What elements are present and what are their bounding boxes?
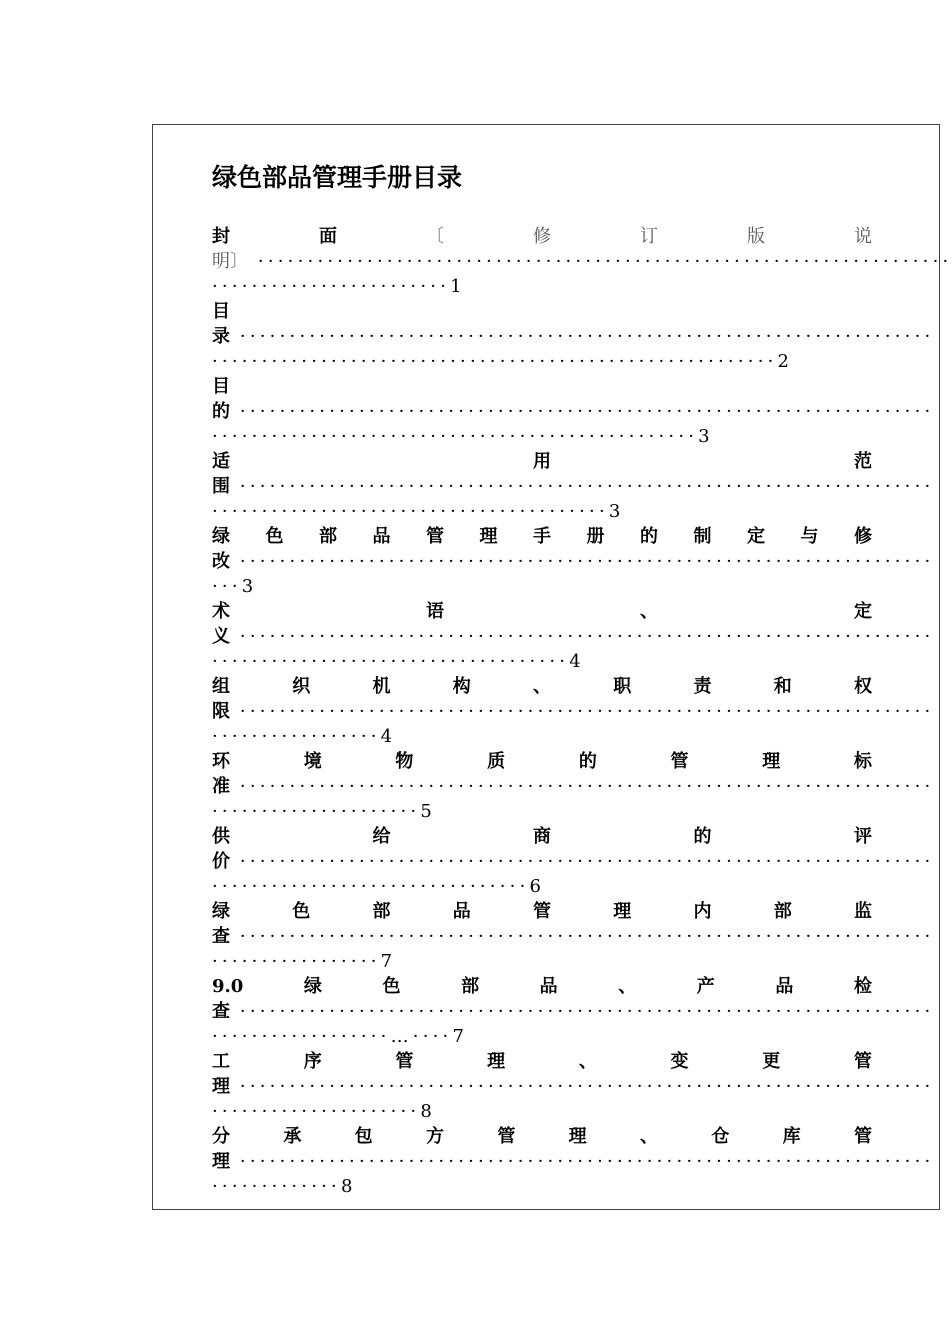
toc-heading-char: 定 (747, 526, 765, 547)
toc-entry[interactable] (212, 449, 935, 524)
dot-leader: ··················…···· (212, 1026, 453, 1047)
toc-entry-leader-line (212, 849, 935, 874)
toc-heading-char: 标 (853, 751, 872, 772)
toc-heading-char: 部 (773, 901, 792, 922)
toc-heading-char: 定 (854, 601, 872, 622)
dot-leader: ····················· (212, 1101, 421, 1122)
toc-heading-char: 制 (693, 526, 712, 547)
toc-heading-char: 的 (578, 751, 597, 772)
toc-entry-page-line (212, 724, 872, 749)
toc-heading-char: 〔 (426, 226, 444, 247)
toc-heading-char: 订 (640, 226, 658, 247)
toc-entry-heading (212, 1124, 872, 1149)
dot-leader: ················· (212, 951, 381, 972)
toc-entry[interactable] (212, 899, 935, 974)
toc-entry-leader-line (212, 249, 952, 274)
toc-heading-char: 供 (212, 826, 230, 847)
toc-heading-char: 语 (426, 601, 444, 622)
toc-entry[interactable] (212, 299, 935, 374)
toc-heading-char: 理 (487, 1051, 506, 1072)
toc-entry[interactable] (212, 674, 935, 749)
toc-heading-char: 说 (854, 226, 872, 247)
toc-heading-char: 的 (693, 826, 712, 847)
toc-heading-char: 责 (693, 676, 712, 697)
toc-heading-char: 手 (533, 526, 551, 547)
toc-heading-char: 织 (292, 676, 311, 697)
toc-heading-char: 用 (533, 451, 551, 472)
toc-entry-page-line (212, 1174, 872, 1199)
toc-entry-leader-line (212, 549, 935, 574)
toc-entry-leader-line (212, 1074, 935, 1099)
toc-entry-heading (212, 674, 872, 699)
dot-leader: ···································· (212, 651, 570, 672)
toc-heading-char: 、 (578, 1051, 597, 1072)
page-number: 4 (380, 726, 393, 747)
toc-heading-char: 绿 (303, 976, 322, 997)
toc-entry-page-line (212, 949, 872, 974)
dot-leader: ······································································ (230, 1076, 935, 1097)
toc-heading-char: 品 (775, 976, 794, 997)
toc-heading-char: 适 (212, 451, 230, 472)
toc-entry-page-line (212, 1024, 872, 1049)
page-number: 1 (450, 276, 462, 297)
toc-heading-char: 部 (372, 901, 391, 922)
toc-entry-leader-line (212, 1149, 935, 1174)
toc-entry-heading (212, 974, 872, 999)
dot-leader: ······································································ (248, 251, 952, 272)
toc-heading-char: 、 (618, 976, 637, 997)
toc-heading-char: 术 (212, 601, 230, 622)
toc-heading-char: 仓 (711, 1126, 730, 1147)
dot-leader: ··· (212, 576, 242, 597)
toc-entry-page-line (212, 649, 872, 674)
toc-heading-end: 准 (212, 776, 230, 797)
toc-heading-char: 面 (319, 226, 337, 247)
toc-heading-char: 理 (613, 901, 632, 922)
toc-entry[interactable] (212, 1049, 935, 1124)
toc-heading-char: 变 (670, 1051, 689, 1072)
toc-heading-char: 管 (853, 1051, 872, 1072)
toc-entry-heading (212, 299, 872, 324)
toc-heading-char: 修 (854, 526, 872, 547)
toc-heading-char: 管 (853, 1126, 872, 1147)
toc-heading-end: 理 (212, 1151, 230, 1172)
toc-heading-char: 与 (800, 526, 819, 547)
toc-heading-char: 构 (452, 676, 471, 697)
toc-heading-end: 明〕 (212, 251, 248, 272)
toc-heading-char: 环 (212, 751, 230, 772)
page-number: 7 (380, 951, 393, 972)
dot-leader: ························ (212, 276, 451, 297)
page-number: 8 (340, 1176, 353, 1197)
toc-entry-page-line (212, 874, 872, 899)
toc-entry-leader-line (212, 999, 935, 1024)
toc-entry-leader-line (212, 774, 935, 799)
toc-heading-char: 色 (265, 526, 284, 547)
toc-heading-end: 围 (212, 476, 230, 497)
dot-leader: ································ (212, 876, 530, 897)
toc-entry-leader-line (212, 624, 935, 649)
table-of-contents (212, 224, 952, 1199)
toc-heading-char: 序 (303, 1051, 322, 1072)
toc-entry-leader-line (212, 474, 935, 499)
toc-title: 绿色部品管理手册目录 (212, 163, 463, 192)
toc-heading-char: 检 (853, 976, 872, 997)
toc-heading-char: 管 (395, 1051, 414, 1072)
toc-heading-char: 分 (212, 1126, 230, 1147)
dot-leader: ······································································ (230, 851, 935, 872)
toc-entry-page-line (212, 274, 872, 299)
page-number: 5 (420, 801, 432, 822)
toc-heading-char: 工 (212, 1051, 230, 1072)
toc-entry-heading (212, 824, 872, 849)
toc-heading-char: 承 (283, 1126, 302, 1147)
dot-leader: ······································································ (230, 551, 935, 572)
toc-heading-end: 的 (212, 401, 230, 422)
dot-leader: ······································································ (230, 1151, 935, 1172)
toc-heading-char: 库 (782, 1126, 801, 1147)
dot-leader: ······································································ (230, 926, 935, 947)
toc-heading-char: 范 (854, 451, 872, 472)
toc-heading-char: 部 (461, 976, 480, 997)
page-number: 7 (452, 1026, 464, 1047)
toc-heading-char: 评 (854, 826, 872, 847)
toc-entry[interactable] (212, 749, 935, 824)
toc-heading-char: 、 (640, 601, 658, 622)
toc-entry-heading (212, 899, 872, 924)
toc-heading-char: 方 (425, 1126, 444, 1147)
toc-entry-page-line (212, 349, 872, 374)
toc-heading-char: 商 (533, 826, 551, 847)
toc-heading-char: 管 (533, 901, 551, 922)
toc-heading-char: 、 (533, 676, 551, 697)
toc-heading-end: 查 (212, 1001, 230, 1022)
toc-heading-char: 色 (292, 901, 311, 922)
page-number: 3 (698, 426, 710, 447)
toc-heading-char: 物 (395, 751, 414, 772)
dot-leader: ······································································ (230, 326, 935, 347)
toc-heading-end: 查 (212, 926, 230, 947)
toc-heading-char: 组 (212, 676, 230, 697)
page-number: 4 (569, 651, 581, 672)
dot-leader: ······································································ (230, 626, 935, 647)
toc-heading-char: 管 (426, 526, 444, 547)
toc-entry[interactable] (212, 974, 935, 1049)
toc-heading-end: 录 (212, 326, 230, 347)
toc-entry-heading (212, 749, 872, 774)
toc-entry-leader-line (212, 699, 935, 724)
toc-entry-page-line (212, 799, 872, 824)
toc-heading-end: 义 (212, 626, 230, 647)
dot-leader: ················· (212, 726, 381, 747)
toc-heading-char: 的 (640, 526, 658, 547)
page-number: 6 (529, 876, 541, 897)
toc-heading-end: 改 (212, 551, 230, 572)
toc-entry-heading (212, 224, 872, 249)
toc-heading-end: 理 (212, 1076, 230, 1097)
dot-leader: ············· (212, 1176, 341, 1197)
toc-heading-end: 价 (212, 851, 230, 872)
toc-heading-char: 管 (497, 1126, 516, 1147)
toc-entry-heading (212, 599, 872, 624)
toc-heading-char: 册 (586, 526, 605, 547)
dot-leader: ······································································ (230, 476, 935, 497)
toc-heading-char: 管 (670, 751, 689, 772)
toc-heading-char: 理 (479, 526, 498, 547)
toc-entry[interactable] (212, 824, 935, 899)
toc-heading-char: 理 (568, 1126, 587, 1147)
toc-entry-page-line (212, 574, 872, 599)
toc-heading-char: 色 (382, 976, 401, 997)
toc-heading-char: 包 (354, 1126, 373, 1147)
toc-heading-char: 修 (533, 226, 551, 247)
page-number: 2 (777, 351, 789, 372)
dot-leader: ····················· (212, 801, 421, 822)
page-number: 3 (241, 576, 254, 597)
toc-entry[interactable] (212, 374, 935, 449)
toc-heading-char: 部 (319, 526, 337, 547)
toc-heading-char: 更 (762, 1051, 781, 1072)
toc-entry-leader-line (212, 924, 935, 949)
toc-entry-leader-line (212, 399, 935, 424)
toc-heading-char: 质 (487, 751, 506, 772)
toc-heading-char: 和 (773, 676, 792, 697)
toc-entry[interactable] (212, 524, 935, 599)
dot-leader: ······································································ (230, 401, 935, 422)
toc-entry[interactable] (212, 1124, 935, 1199)
toc-heading-char: 品 (539, 976, 558, 997)
toc-entry[interactable] (212, 224, 952, 299)
toc-heading-char: 目 (212, 301, 230, 322)
toc-heading-char: 封 (212, 226, 230, 247)
toc-heading-char: 内 (693, 901, 712, 922)
toc-heading-char: 境 (303, 751, 322, 772)
toc-entry-page-line (212, 1099, 872, 1124)
page-number: 3 (608, 501, 621, 522)
toc-heading-char: 理 (762, 751, 781, 772)
toc-heading-char: 绿 (212, 526, 230, 547)
toc-entry-heading (212, 449, 872, 474)
toc-entry-leader-line (212, 324, 935, 349)
dot-leader: ························································· (212, 351, 778, 372)
toc-heading-char: 、 (639, 1126, 658, 1147)
dot-leader: ······································································ (230, 701, 935, 722)
toc-heading-char: 职 (613, 676, 632, 697)
toc-heading-char: 品 (452, 901, 471, 922)
toc-heading-char: 机 (372, 676, 391, 697)
toc-heading-char: 权 (854, 676, 872, 697)
toc-heading-char: 版 (747, 226, 765, 247)
toc-heading-char: 9.0 (212, 976, 244, 997)
toc-heading-char: 产 (696, 976, 715, 997)
dot-leader: ················································· (212, 426, 699, 447)
dot-leader: ········································ (212, 501, 609, 522)
toc-entry-page-line (212, 499, 872, 524)
toc-entry[interactable] (212, 599, 935, 674)
toc-heading-char: 绿 (212, 901, 230, 922)
toc-heading-char: 目 (212, 376, 230, 397)
dot-leader: ······································································ (230, 776, 935, 797)
toc-entry-heading (212, 524, 872, 549)
toc-entry-page-line (212, 424, 872, 449)
dot-leader: ······································································ (230, 1001, 935, 1022)
toc-entry-heading (212, 374, 872, 399)
toc-heading-char: 监 (854, 901, 872, 922)
toc-heading-char: 给 (372, 826, 391, 847)
toc-heading-char: 品 (372, 526, 391, 547)
toc-heading-end: 限 (212, 701, 230, 722)
page-number: 8 (420, 1101, 432, 1122)
toc-entry-heading (212, 1049, 872, 1074)
